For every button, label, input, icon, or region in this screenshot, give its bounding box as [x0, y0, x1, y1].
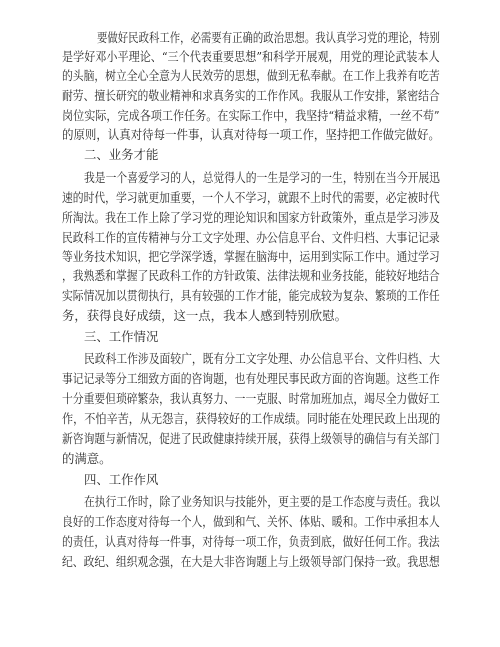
body-line: 纪、政纪、组织观念强，在大是大非咨询题上与上级领导部门保持一致。我思想	[62, 554, 440, 569]
section-heading: 三、工作情况	[84, 329, 159, 344]
body-line: 十分重要但琐碎繁杂，我认真努力、一一克服、时常加班加点，竭尽全力做好工	[62, 391, 440, 406]
body-line: 事记记录等分工细致方面的咨询题，也有处理民事民政方面的咨询题。这些工作	[62, 371, 440, 386]
body-line: 民政科工作涉及面较广，既有分工文字处理、办公信息平台、文件归档、大	[84, 351, 440, 366]
body-line: 的责任，认真对待每一件事，对待每一项工作，负责到底，做好任何工作。我法	[62, 534, 440, 549]
body-line: 要做好民政科工作，必需要有正确的政治思想。我认真学习党的理论，特别	[97, 30, 440, 45]
body-line: 耐劳、擅长研究的敬业精神和求真务实的工作作风。我服从工作安排，紧密结合	[62, 88, 440, 103]
body-line: 速的时代，学习就更加重要，一个人不学习，就跟不上时代的需要，必定被时代	[62, 190, 440, 205]
body-line: 在执行工作时，除了业务知识与技能外，更主要的是工作态度与责任。我以	[84, 494, 440, 509]
body-line: 岗位实际，完成各项工作任务。在实际工作中，我坚持“精益求精，一丝不苟”	[62, 108, 440, 123]
body-line: 良好的工作态度对待每一个人，做到和气、关怀、体贴、暖和。工作中承担本人	[62, 514, 440, 529]
body-line: 所淘汰。我在工作上除了学习党的理论知识和国家方针政策外，重点是学习涉及	[62, 210, 440, 225]
body-line: 实际情况加以贯彻执行，具有较强的工作才能，能完成较为复杂、繁琐的工作任	[62, 288, 440, 303]
body-line: 是学好邓小平理论、“三个代表重要思想”和科学开展观，用党的理论武装本人	[62, 49, 440, 64]
body-line: 的头脑，树立全心全意为人民效劳的思想，做到无私奉献。在工作上我养有吃苦	[62, 68, 440, 83]
body-line: 的满意。	[62, 451, 112, 466]
section-heading: 四、工作作风	[84, 472, 159, 487]
body-line: ，我熟悉和掌握了民政科工作的方针政策、法律法规和业务技能，能较好地结合	[62, 268, 440, 283]
body-line: 务，获得良好成绩，这一点，我本人感到特别欣慰。	[62, 308, 347, 323]
section-heading: 二、业务才能	[84, 147, 159, 162]
body-line: 新咨询题与新情况，促进了民政健康持续开展，获得上级领导的确信与有关部门	[62, 431, 440, 446]
body-line: 的原则，认真对待每一件事，认真对待每一项工作，坚持把工作做完做好。	[62, 127, 440, 142]
body-line: 我是一个喜爱学习的人，总觉得人的一生是学习的一生，特别在当今开展迅	[84, 170, 440, 185]
body-line: 民政科工作的宣传精神与分工文字处理、办公信息平台、文件归档、大事记记录	[62, 230, 440, 245]
body-line: 作，不怕辛苦，从无怨言，获得较好的工作成绩。同时能在处理民政上出现的	[62, 411, 441, 426]
body-line: 等业务技术知识，把它学深学透，掌握在脑海中，运用到实际工作中。通过学习	[62, 249, 440, 264]
